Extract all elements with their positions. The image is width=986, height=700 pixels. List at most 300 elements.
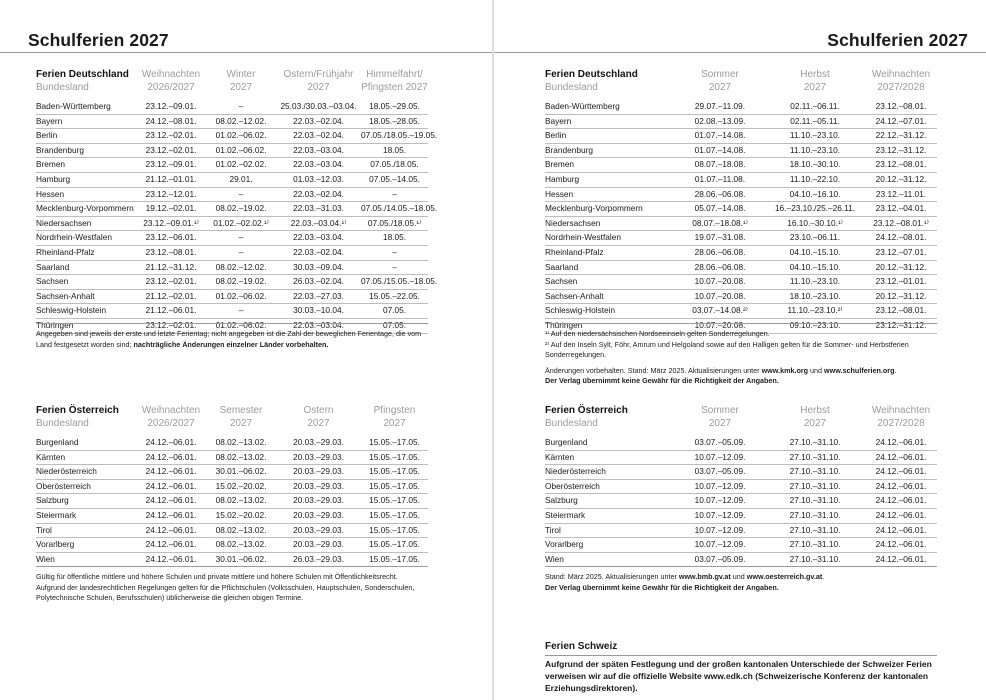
date-cell: 27.10.–31.10. bbox=[789, 437, 841, 447]
column-header-line1: Ferien Deutschland bbox=[36, 69, 129, 80]
date-cell: 20.12.–31.12. bbox=[875, 261, 927, 272]
state-name: Wien bbox=[36, 553, 55, 564]
page-title-left: Schulferien 2027 bbox=[28, 30, 169, 50]
table-header bbox=[36, 68, 428, 94]
state-name: Niederösterreich bbox=[36, 466, 97, 477]
state-name: Vorarlberg bbox=[545, 539, 584, 550]
table-row-niedersachsen bbox=[36, 217, 428, 232]
date-cell: 23.12.–08.01. bbox=[145, 246, 197, 257]
table-row-vorarlberg bbox=[545, 538, 937, 553]
notes-germany-right bbox=[545, 323, 937, 387]
date-cell: 15.05.–17.05. bbox=[369, 451, 420, 462]
date-cell: 30.01.–06.02. bbox=[215, 466, 267, 477]
column-header-line2: 2027 bbox=[307, 82, 330, 93]
date-cell: 30.03.–09.04. bbox=[293, 261, 344, 272]
date-cell: 10.07.–12.09. bbox=[694, 480, 746, 491]
column-header bbox=[136, 404, 206, 430]
note-compulsory: Aufgrund der landesrechtlichen Regelungen gelten für die Pflichtschulen (Volksschulen, Hauptschulen, Sonderschulen, Polytechnische Schulen, Berufsschulen) üblicherweise die gleichen obigen Termine. bbox=[36, 582, 415, 603]
date-cell: 19.12.–02.01. bbox=[145, 203, 197, 214]
date-cell: 23.12.–09.01. bbox=[145, 101, 197, 111]
date-cell: 24.12.–06.01. bbox=[145, 495, 197, 506]
date-cell: 23.12.–31.12. bbox=[875, 319, 927, 330]
column-header-line2: 2027 bbox=[803, 82, 827, 93]
date-cell: 18.10.–30.10. bbox=[789, 159, 841, 170]
date-cell: 23.12.–09.01.¹⁾ bbox=[143, 217, 199, 228]
date-cell: 23.12.–11.01. bbox=[875, 188, 927, 199]
note-validity: Gültig für öffentliche mittlere und höhere Schulen und private mittlere und höhere Schulen mit Öffentlichkeitsrecht. bbox=[36, 572, 398, 581]
state-name: Steiermark bbox=[36, 509, 77, 520]
date-cell: 02.11.–06.11. bbox=[790, 101, 840, 111]
date-cell: 07.05./18.05.¹⁾ bbox=[367, 217, 422, 228]
date-cell: 20.03.–29.03. bbox=[293, 495, 344, 506]
table-row-kärnten bbox=[36, 451, 428, 466]
date-cell: 27.10.–31.10. bbox=[789, 509, 841, 520]
date-cell: 05.07.–14.08. bbox=[694, 203, 746, 214]
date-cell: 22.03.–03.04. bbox=[293, 319, 344, 330]
column-header-line1: Ostern bbox=[303, 405, 334, 416]
column-header-line1: Pfingsten bbox=[373, 405, 416, 416]
column-header bbox=[765, 404, 865, 430]
state-name: Schleswig-Holstein bbox=[545, 305, 616, 316]
column-header-line2: Bundesland bbox=[545, 418, 598, 429]
date-cell: 23.12.–31.12. bbox=[875, 144, 927, 155]
date-cell: 07.05./18.05. bbox=[370, 159, 419, 170]
table-row-vorarlberg bbox=[36, 538, 428, 553]
table-row-saarland bbox=[545, 261, 937, 276]
date-cell: 20.03.–29.03. bbox=[293, 509, 344, 520]
date-cell: 30.03.–10.04. bbox=[293, 305, 344, 316]
table-germany-winter-spring bbox=[36, 68, 438, 334]
table-row-hessen bbox=[36, 188, 428, 203]
state-name: Niedersachsen bbox=[36, 217, 92, 228]
date-cell: 24.12.–06.01. bbox=[875, 524, 927, 535]
date-cell: 15.05.–17.05. bbox=[369, 539, 420, 550]
table-row-salzburg bbox=[36, 494, 428, 509]
column-header-line1: Herbst bbox=[800, 69, 830, 80]
state-name: Nordrhein-Westfalen bbox=[36, 232, 112, 243]
link-bmb[interactable]: www.bmb.gv.at bbox=[678, 572, 731, 581]
link-kmk[interactable]: www.kmk.org bbox=[761, 365, 809, 375]
date-cell: 10.07.–12.09. bbox=[694, 524, 746, 535]
date-cell: 08.02.–13.02. bbox=[215, 495, 267, 506]
state-name: Kärnten bbox=[36, 451, 66, 462]
page-header-right bbox=[494, 0, 986, 52]
date-cell: 23.12.–09.01. bbox=[145, 159, 197, 170]
date-cell: 22.03.–03.04.¹⁾ bbox=[290, 217, 347, 228]
date-cell: 10.07.–20.08. bbox=[694, 319, 746, 330]
date-cell: 01.07.–14.08. bbox=[694, 130, 746, 141]
column-header bbox=[545, 68, 675, 94]
state-name: Salzburg bbox=[545, 495, 578, 506]
state-name: Sachsen-Anhalt bbox=[545, 290, 604, 301]
date-cell: 01.07.–11.08. bbox=[694, 173, 746, 184]
date-cell: 22.03.–02.04. bbox=[293, 115, 344, 126]
date-cell: 07.05. bbox=[382, 305, 407, 316]
state-name: Bayern bbox=[36, 115, 63, 126]
date-cell: 15.02.–20.02. bbox=[215, 480, 267, 491]
date-cell: 24.12.–07.01. bbox=[875, 115, 927, 126]
date-cell: 03.07.–05.09. bbox=[694, 466, 746, 477]
column-header-line1: Winter bbox=[226, 69, 256, 80]
date-cell: 20.12.–31.12. bbox=[875, 290, 927, 301]
table-row-bremen bbox=[545, 158, 937, 173]
date-cell: 23.12.–06.01. bbox=[145, 232, 197, 243]
date-cell: 18.05.–28.05. bbox=[369, 115, 420, 126]
column-header-line2: Bundesland bbox=[36, 82, 89, 93]
column-header bbox=[136, 68, 206, 94]
table-row-nordrhein-westfalen bbox=[545, 231, 937, 246]
notes-rule bbox=[36, 323, 428, 324]
notes-austria-left bbox=[36, 566, 428, 604]
state-name: Oberösterreich bbox=[36, 480, 91, 491]
state-name: Nordrhein-Westfalen bbox=[545, 232, 621, 243]
date-cell: 24.12.–06.01. bbox=[875, 539, 927, 550]
table-body bbox=[36, 100, 438, 334]
table-row-sachsen bbox=[545, 275, 937, 290]
date-cell: 08.07.–18.08. bbox=[694, 159, 746, 170]
column-header bbox=[206, 68, 276, 94]
date-cell: 28.06.–06.08. bbox=[694, 246, 746, 257]
date-cell: 22.03.–27.03. bbox=[293, 290, 344, 301]
state-name: Bremen bbox=[545, 159, 575, 170]
column-header-line1: Herbst bbox=[800, 405, 830, 416]
date-cell: 01.03.–12.03. bbox=[293, 173, 344, 184]
date-cell: 21.12.–06.01. bbox=[145, 305, 197, 316]
header-rule-right bbox=[494, 52, 986, 53]
state-name: Thüringen bbox=[36, 319, 74, 330]
date-cell: 20.03.–29.03. bbox=[293, 466, 344, 477]
notes-rule bbox=[545, 566, 937, 567]
date-cell: 15.05.–22.05. bbox=[369, 290, 420, 301]
date-cell: – bbox=[238, 101, 244, 111]
column-header-line1: Himmelfahrt/ bbox=[366, 69, 423, 80]
link-schulferien[interactable]: www.schulferien.org bbox=[824, 365, 895, 375]
state-name: Burgenland bbox=[545, 437, 588, 447]
date-cell: 03.07.–05.09. bbox=[694, 553, 746, 564]
table-row-burgenland bbox=[545, 436, 937, 451]
date-cell: 23.12.–08.01. bbox=[875, 305, 927, 316]
date-cell: 01.02.–06.02. bbox=[215, 130, 267, 141]
date-cell: 16.10.–30.10.¹⁾ bbox=[787, 217, 843, 228]
date-cell: 02.11.–05.11. bbox=[790, 115, 840, 126]
date-cell: – bbox=[238, 246, 244, 257]
state-name: Kärnten bbox=[545, 451, 575, 462]
date-cell: 08.02.–13.02. bbox=[215, 437, 267, 447]
note-update-mid: und bbox=[730, 572, 747, 581]
date-cell: 23.12.–12.01. bbox=[145, 188, 197, 199]
column-header-line1: Sommer bbox=[701, 405, 739, 416]
date-cell: 23.12.–08.01. bbox=[875, 159, 927, 170]
page-spine bbox=[492, 0, 494, 700]
column-header bbox=[276, 404, 361, 430]
switzerland-rule bbox=[545, 655, 937, 656]
column-header-line1: Weihnachten bbox=[141, 405, 201, 416]
state-name: Saarland bbox=[545, 261, 579, 272]
date-cell: 07.05./18.05.–19.05. bbox=[361, 130, 438, 141]
column-header bbox=[36, 68, 136, 94]
column-header bbox=[545, 404, 675, 430]
date-cell: 11.10.–23.10. bbox=[789, 144, 841, 155]
state-name: Sachsen bbox=[36, 276, 69, 287]
state-name: Hamburg bbox=[36, 173, 71, 184]
date-cell: 26.03.–02.04. bbox=[293, 276, 344, 287]
date-cell: 23.10.–06.11. bbox=[789, 232, 841, 243]
date-cell: 09.10.–23.10. bbox=[789, 319, 841, 330]
date-cell: 10.07.–12.09. bbox=[694, 451, 746, 462]
date-cell: 27.10.–31.10. bbox=[789, 466, 841, 477]
date-cell: 10.07.–12.09. bbox=[694, 509, 746, 520]
state-name: Schleswig-Holstein bbox=[36, 305, 107, 316]
table-row-bremen bbox=[36, 158, 428, 173]
state-name: Sachsen-Anhalt bbox=[36, 290, 95, 301]
column-header-line1: Ostern/Frühjahr bbox=[283, 69, 354, 80]
table-row-baden-württemberg bbox=[36, 100, 428, 115]
link-oesterreich[interactable]: www.oesterreich.gv.at bbox=[746, 572, 823, 581]
column-header-line1: Weihnachten bbox=[141, 69, 201, 80]
date-cell: 23.12.–08.01. bbox=[875, 101, 927, 111]
date-cell: 24.12.–06.01. bbox=[145, 451, 197, 462]
date-cell: 03.07.–05.09. bbox=[694, 437, 746, 447]
column-header-line2: 2027 bbox=[803, 418, 827, 429]
column-header bbox=[361, 404, 428, 430]
column-header-line1: Sommer bbox=[701, 69, 739, 80]
date-cell: 11.10.–22.10. bbox=[789, 173, 841, 184]
date-cell: – bbox=[238, 188, 244, 199]
table-row-burgenland bbox=[36, 436, 428, 451]
date-cell: 24.12.–06.01. bbox=[145, 553, 197, 564]
column-header-line2: 2027 bbox=[307, 418, 330, 429]
table-austria-summer-autumn bbox=[545, 404, 937, 567]
table-row-sachsen bbox=[36, 275, 438, 290]
table-row-sachsen-anhalt bbox=[545, 290, 937, 305]
date-cell: 22.03.–02.04. bbox=[293, 188, 344, 199]
date-cell: 18.05.–29.05. bbox=[369, 101, 420, 111]
date-cell: 22.03.–02.04. bbox=[293, 246, 344, 257]
date-cell: 10.07.–12.09. bbox=[694, 539, 746, 550]
date-cell: 24.12.–06.01. bbox=[875, 437, 927, 447]
table-row-mecklenburg-vorpommern bbox=[545, 202, 937, 217]
state-name: Niederösterreich bbox=[545, 466, 606, 477]
state-name: Rheinland-Pfalz bbox=[36, 246, 95, 257]
date-cell: 24.12.–06.01. bbox=[145, 539, 197, 550]
date-cell: 24.12.–06.01. bbox=[875, 553, 927, 564]
note-bold: nachträgliche Änderungen einzelner Länder vorbehalten. bbox=[133, 339, 329, 349]
table-germany-summer-autumn bbox=[545, 68, 937, 334]
date-cell: 24.12.–08.01. bbox=[145, 115, 197, 126]
column-header bbox=[865, 404, 937, 430]
date-cell: 15.05.–17.05. bbox=[369, 480, 420, 491]
column-header-line2: 2027/2028 bbox=[877, 418, 925, 429]
date-cell: 23.12.–07.01. bbox=[875, 246, 927, 257]
state-name: Berlin bbox=[545, 130, 567, 141]
date-cell: 23.12.–04.01. bbox=[875, 203, 927, 214]
column-header-line1: Ferien Österreich bbox=[36, 405, 119, 416]
state-name: Saarland bbox=[36, 261, 70, 272]
date-cell: 02.08.–13.09. bbox=[694, 115, 746, 126]
table-row-niederösterreich bbox=[545, 465, 937, 480]
date-cell: 07.05./15.05.–18.05. bbox=[361, 276, 438, 287]
table-row-niederösterreich bbox=[36, 465, 428, 480]
note-update-end: . bbox=[894, 365, 897, 375]
date-cell: 23.12.–01.01. bbox=[875, 276, 927, 287]
date-cell: 07.05.–14.05. bbox=[369, 173, 420, 184]
date-cell: 21.12.–02.01. bbox=[145, 290, 197, 301]
date-cell: – bbox=[238, 305, 244, 316]
state-name: Rheinland-Pfalz bbox=[545, 246, 604, 257]
state-name: Brandenburg bbox=[545, 144, 593, 155]
date-cell: 24.12.–06.01. bbox=[145, 480, 197, 491]
date-cell: 22.03.–03.04. bbox=[293, 144, 344, 155]
state-name: Sachsen bbox=[545, 276, 578, 287]
date-cell: 15.05.–17.05. bbox=[369, 437, 420, 447]
footnote-2: ²⁾ Auf den Inseln Sylt, Föhr, Amrum und Helgoland sowie auf den Halligen gelten für die Sommer- und Herbstferien Sonderregelungen. bbox=[545, 339, 909, 360]
date-cell: 04.10.–16.10. bbox=[789, 188, 841, 199]
date-cell: 08.02.–19.02. bbox=[215, 276, 267, 287]
note-update-pre: Änderungen vorbehalten. Stand: März 2025. Aktualisierungen unter bbox=[545, 365, 762, 375]
date-cell: 27.10.–31.10. bbox=[789, 480, 841, 491]
table-body bbox=[36, 436, 428, 567]
state-name: Baden-Württemberg bbox=[545, 101, 620, 111]
date-cell: 21.12.–31.12. bbox=[145, 261, 197, 272]
state-name: Tirol bbox=[36, 524, 52, 535]
page-title-right: Schulferien 2027 bbox=[827, 30, 968, 50]
state-name: Bremen bbox=[36, 159, 66, 170]
table-row-salzburg bbox=[545, 494, 937, 509]
date-cell: 08.02.–13.02. bbox=[215, 539, 267, 550]
date-cell: 24.12.–06.01. bbox=[145, 437, 197, 447]
table-row-schleswig-holstein bbox=[545, 304, 937, 319]
note-plain: Angegeben sind jeweils der erste und letzte Ferientag; nicht angegeben ist die Zahl der beweglichen Ferientage, die vom Land festgesetzt worden sind; bbox=[36, 329, 422, 349]
column-header-line2: 2027/2028 bbox=[877, 82, 925, 93]
date-cell: 11.10.–23.10. bbox=[789, 276, 841, 287]
column-header-line2: 2027 bbox=[383, 418, 406, 429]
column-header bbox=[865, 68, 937, 94]
table-header bbox=[36, 404, 428, 430]
date-cell: 18.05. bbox=[382, 232, 407, 243]
table-row-niedersachsen bbox=[545, 217, 937, 232]
state-name: Salzburg bbox=[36, 495, 69, 506]
column-header bbox=[765, 68, 865, 94]
date-cell: 15.05.–17.05. bbox=[369, 553, 420, 564]
column-header-line1: Ferien Österreich bbox=[545, 405, 628, 416]
date-cell: 08.02.–12.02. bbox=[215, 261, 267, 272]
table-row-hamburg bbox=[36, 173, 428, 188]
date-cell: 15.05.–17.05. bbox=[369, 524, 420, 535]
date-cell: 23.12.–08.01.¹⁾ bbox=[873, 217, 929, 228]
column-header-line2: 2026/2027 bbox=[147, 82, 195, 93]
date-cell: 15.02.–20.02. bbox=[215, 509, 267, 520]
column-header-line2: 2027 bbox=[708, 418, 732, 429]
table-row-nordrhein-westfalen bbox=[36, 231, 428, 246]
column-header-line2: Bundesland bbox=[36, 418, 89, 429]
date-cell: 15.05.–17.05. bbox=[369, 466, 420, 477]
table-row-schleswig-holstein bbox=[36, 304, 428, 319]
table-body bbox=[545, 436, 937, 567]
column-header bbox=[675, 404, 765, 430]
date-cell: 11.10.–23.10. bbox=[789, 130, 841, 141]
date-cell: 20.03.–29.03. bbox=[293, 480, 344, 491]
note-disclaimer: Der Verlag übernimmt keine Gewähr für die Richtigkeit der Angaben. bbox=[545, 376, 779, 386]
state-name: Mecklenburg-Vorpommern bbox=[36, 203, 134, 214]
date-cell: 10.07.–20.08. bbox=[694, 290, 746, 301]
date-cell: 04.10.–15.10. bbox=[789, 261, 841, 272]
date-cell: – bbox=[392, 188, 397, 199]
date-cell: 23.12.–02.01. bbox=[145, 144, 197, 155]
date-cell: 20.03.–29.03. bbox=[293, 539, 344, 550]
footnote-1: ¹⁾ Auf den niedersächsischen Nordseeinseln gelten Sonderregelungen. bbox=[545, 329, 770, 338]
date-cell: 01.02.–02.02. bbox=[215, 159, 267, 170]
table-row-saarland bbox=[36, 261, 428, 276]
date-cell: 08.02.–12.02. bbox=[215, 115, 267, 126]
table-header bbox=[545, 404, 937, 430]
date-cell: 04.10.–15.10. bbox=[789, 246, 841, 257]
column-header-line2: 2027 bbox=[708, 82, 732, 93]
state-name: Berlin bbox=[36, 130, 58, 141]
date-cell: 08.02.–13.02. bbox=[215, 451, 267, 462]
date-cell: 22.03.–03.04. bbox=[293, 159, 344, 170]
date-cell: 24.12.–06.01. bbox=[875, 466, 927, 477]
date-cell: 16.–23.10./25.–26.11. bbox=[774, 203, 856, 214]
table-row-bayern bbox=[36, 115, 428, 130]
note-update-pre: Stand: März 2025. Aktualisierungen unter bbox=[545, 572, 679, 581]
column-header-line2: 2027 bbox=[229, 82, 253, 93]
state-name: Steiermark bbox=[545, 509, 586, 520]
date-cell: 29.01. bbox=[229, 173, 253, 184]
date-cell: – bbox=[238, 232, 244, 243]
date-cell: 03.07.–14.08.²⁾ bbox=[692, 305, 748, 316]
date-cell: 24.12.–06.01. bbox=[875, 509, 927, 520]
notes-rule bbox=[36, 566, 428, 567]
table-row-brandenburg bbox=[36, 144, 428, 159]
date-cell: 01.02.–06.02. bbox=[215, 290, 267, 301]
date-cell: 26.03.–29.03. bbox=[293, 553, 344, 564]
state-name: Brandenburg bbox=[36, 144, 84, 155]
state-name: Vorarlberg bbox=[36, 539, 75, 550]
state-name: Hessen bbox=[545, 188, 574, 199]
column-header-line1: Weihnachten bbox=[871, 405, 931, 416]
date-cell: 20.03.–29.03. bbox=[293, 437, 344, 447]
date-cell: 22.12.–31.12. bbox=[875, 130, 927, 141]
state-name: Bayern bbox=[545, 115, 572, 126]
date-cell: – bbox=[392, 261, 397, 272]
column-header-line1: Weihnachten bbox=[871, 69, 931, 80]
date-cell: 23.12.–02.01. bbox=[145, 130, 197, 141]
table-row-tirol bbox=[545, 524, 937, 539]
table-row-berlin bbox=[36, 129, 438, 144]
notes-rule bbox=[545, 323, 937, 324]
switzerland-title: Ferien Schweiz bbox=[545, 641, 618, 652]
state-name: Thüringen bbox=[545, 319, 583, 330]
date-cell: 27.10.–31.10. bbox=[789, 451, 841, 462]
date-cell: 01.07.–14.08. bbox=[694, 144, 746, 155]
date-cell: 07.05./14.05.–18.05. bbox=[361, 203, 438, 214]
date-cell: 18.05. bbox=[382, 144, 407, 155]
date-cell: 24.12.–06.01. bbox=[145, 509, 197, 520]
table-header bbox=[545, 68, 937, 94]
date-cell: 24.12.–08.01. bbox=[875, 232, 927, 243]
table-row-tirol bbox=[36, 524, 428, 539]
table-row-baden-württemberg bbox=[545, 100, 937, 115]
table-row-sachsen-anhalt bbox=[36, 290, 428, 305]
table-row-oberösterreich bbox=[36, 480, 428, 495]
column-header-line1: Ferien Deutschland bbox=[545, 69, 638, 80]
date-cell: 20.12.–31.12. bbox=[875, 173, 927, 184]
switzerland-text: Aufgrund der späten Festlegung und der großen kantonalen Unterschiede der Schweizer Ferien verweisen wir auf die offizielle Website www.edk.ch (Schweizerische Konferenz der kantonalen Erziehungsdirektoren). bbox=[545, 659, 932, 693]
state-name: Hamburg bbox=[545, 173, 580, 184]
table-row-rheinland-pfalz bbox=[36, 246, 428, 261]
column-header-line2: Pfingsten 2027 bbox=[361, 82, 428, 93]
date-cell: – bbox=[392, 246, 397, 257]
